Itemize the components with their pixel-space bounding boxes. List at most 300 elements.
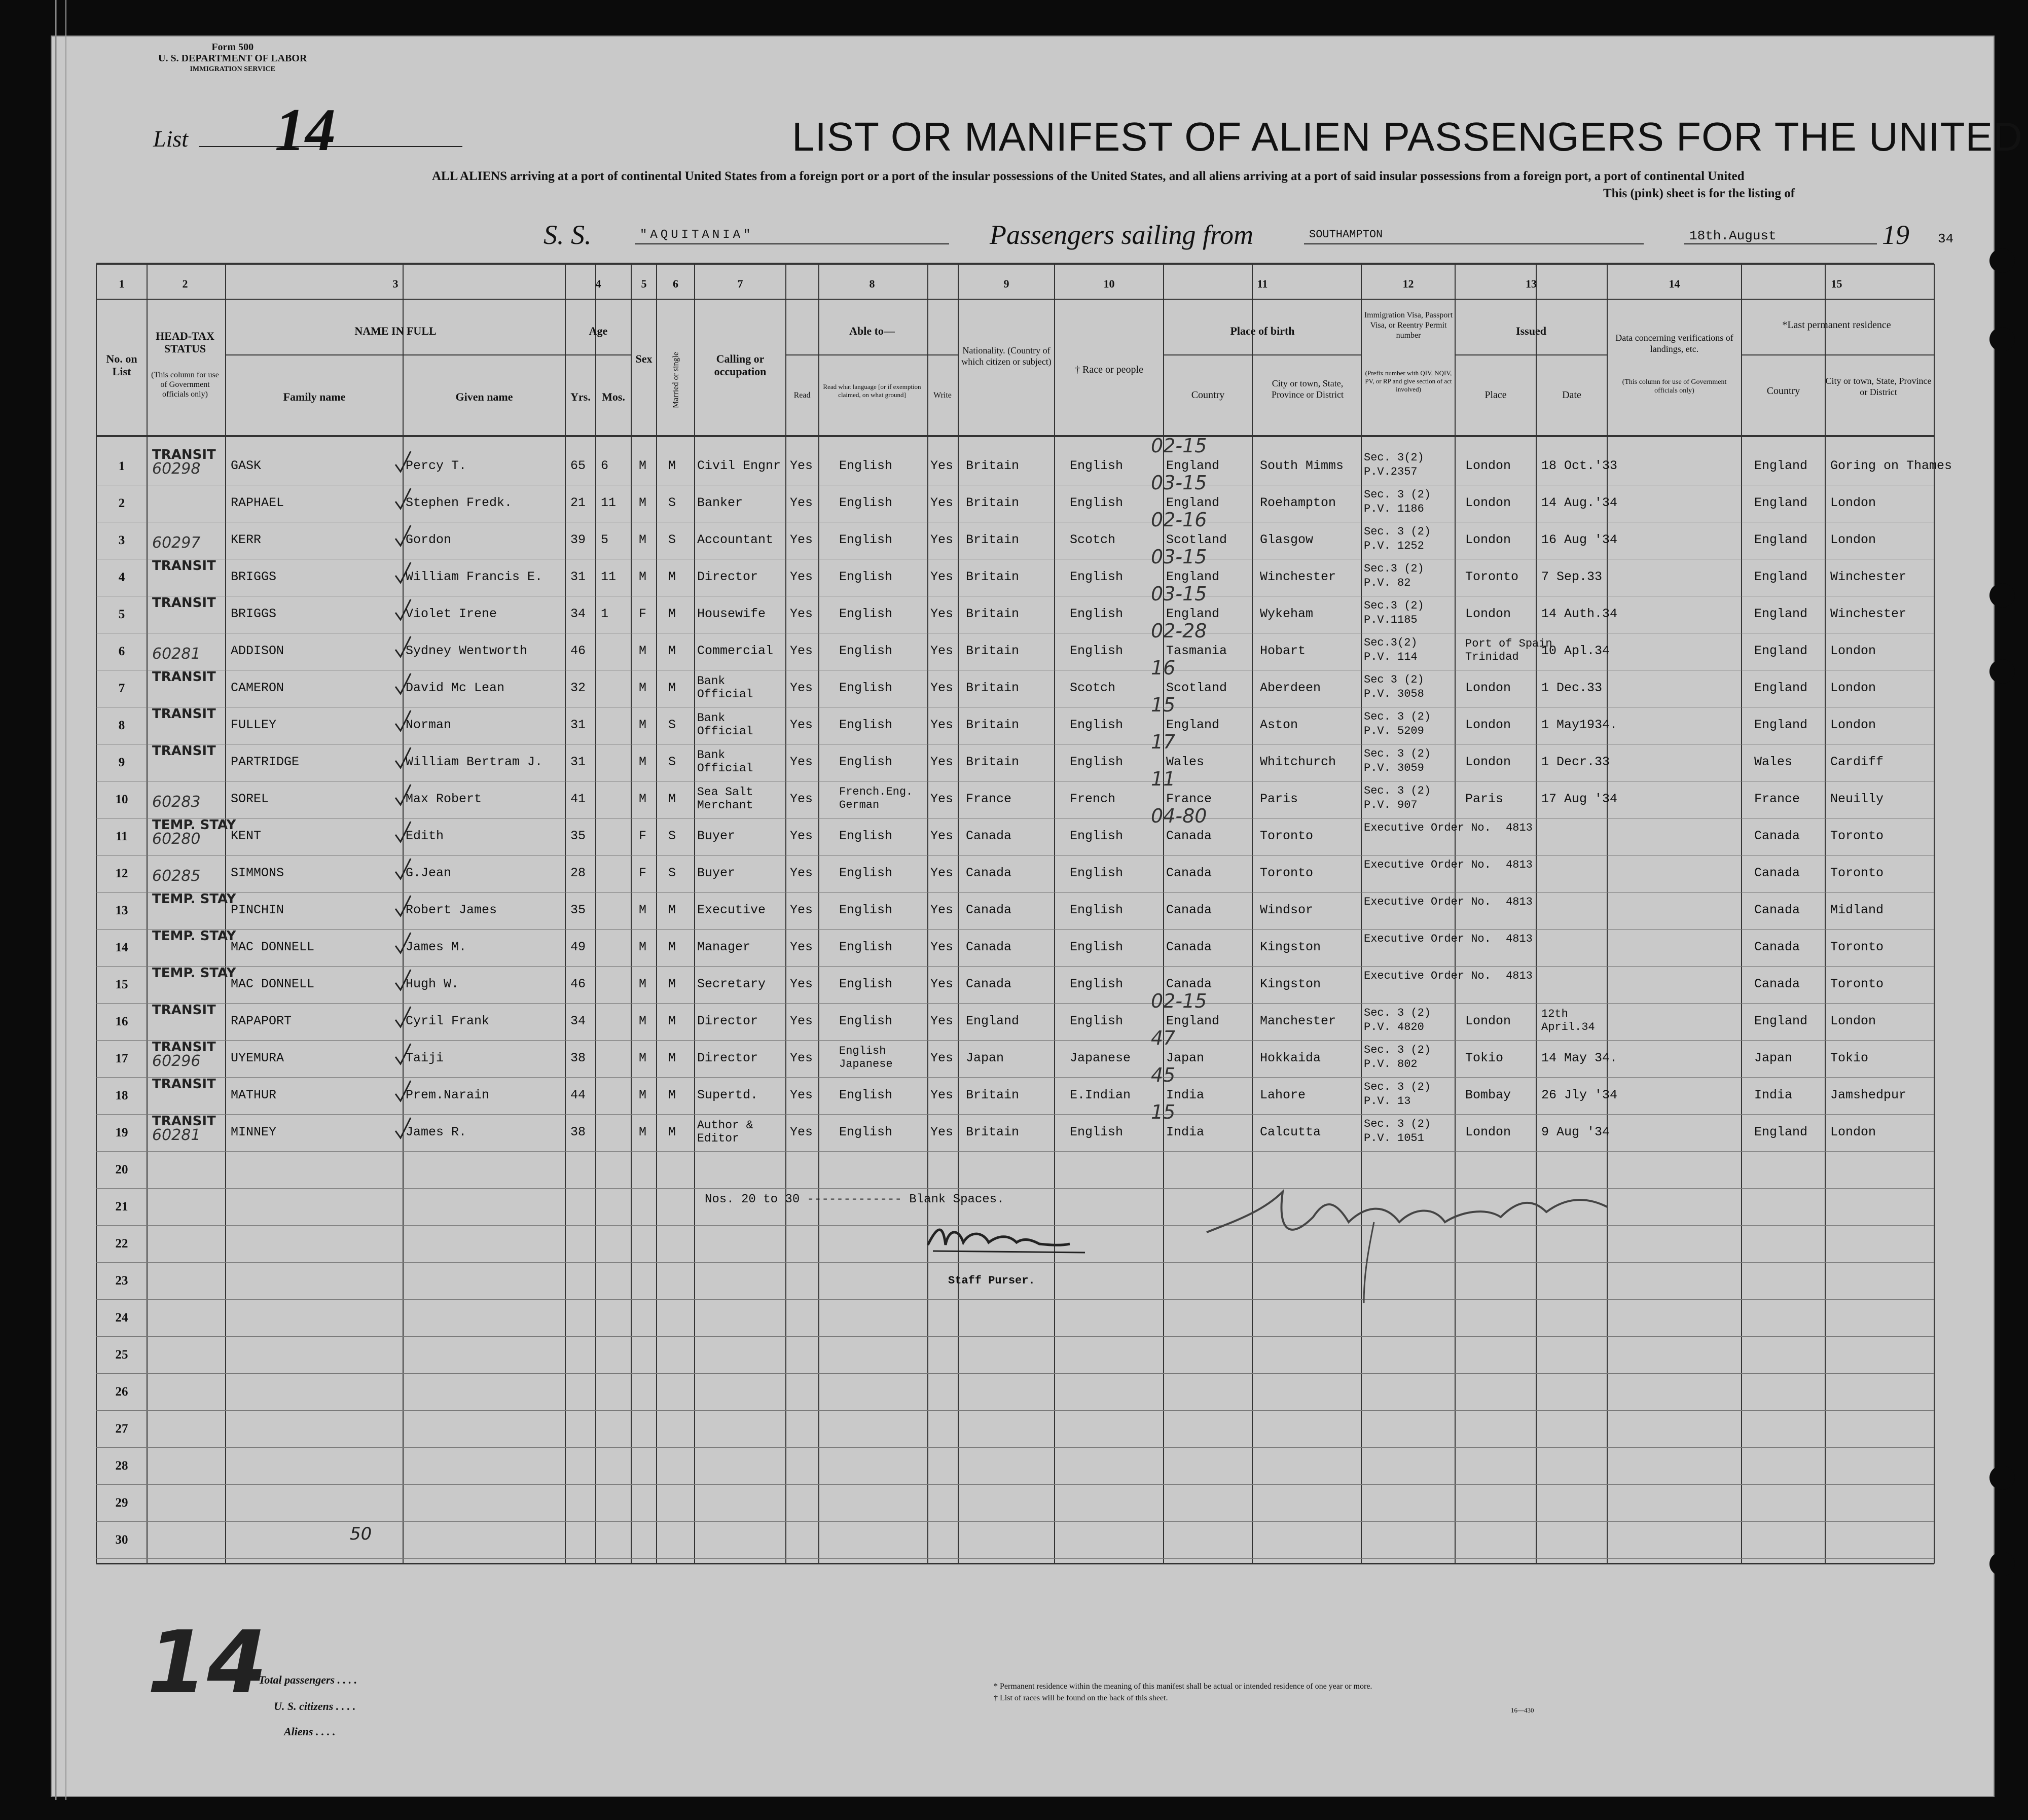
cell-issued-date: 14 Aug.'34 xyxy=(1541,495,1618,510)
cell-family: RAPAPORT xyxy=(231,1014,292,1028)
head-tax-status: TRANSIT xyxy=(152,743,216,759)
cell-language: English xyxy=(839,718,893,732)
cell-family: UYEMURA xyxy=(231,1051,284,1065)
cell-issued-place: Bombay xyxy=(1465,1088,1511,1102)
handwritten-mark: 02-16 xyxy=(1151,509,1207,531)
cell-visa: Sec. 3 (2) xyxy=(1364,1044,1431,1056)
cell-res-country: India xyxy=(1754,1088,1793,1102)
cell-calling: Director xyxy=(697,569,758,584)
head-tax-code: 60281 xyxy=(152,1126,201,1144)
cell-given: Stephen Fredk. xyxy=(406,495,513,510)
sailing-label: Passengers sailing from xyxy=(990,220,1254,250)
colnum-13: 13 xyxy=(1526,277,1537,290)
cell-res-city: Winchester xyxy=(1830,606,1907,621)
cell-res-city: Tokio xyxy=(1830,1051,1869,1065)
cell-birth-city: Windsor xyxy=(1260,903,1314,917)
cell-write: Yes xyxy=(930,940,954,954)
cell-res-city: Neuilly xyxy=(1830,792,1884,806)
cell-read: Yes xyxy=(790,1088,813,1102)
handwritten-mark: 03-15 xyxy=(1151,546,1207,568)
cell-res-city: Toronto xyxy=(1830,829,1884,843)
hdr-write: Write xyxy=(933,391,952,400)
cell-read: Yes xyxy=(790,606,813,621)
head-tax-status: TRANSIT xyxy=(152,1077,216,1092)
hdr-last-residence: *Last permanent residence xyxy=(1782,319,1891,331)
hdr-issued-place: Place xyxy=(1484,389,1507,401)
hdr-verification-note: (This column for use of Government officials only) xyxy=(1622,378,1727,395)
cell-race: English xyxy=(1070,718,1124,732)
cell-visa-number: P.V. 802 xyxy=(1364,1058,1418,1070)
cell-mos: 11 xyxy=(601,569,617,584)
cell-language: English xyxy=(839,458,893,473)
cell-write: Yes xyxy=(930,495,954,510)
cell-country: Canada xyxy=(1166,903,1212,917)
hdr-visa: Immigration Visa, Passport Visa, or Reentry Permit number xyxy=(1364,311,1453,340)
binding-hole xyxy=(1989,583,2015,608)
cell-language: English xyxy=(839,1125,893,1139)
cell-issued-place: London xyxy=(1465,495,1511,510)
cell-mos: 1 xyxy=(601,606,609,621)
row-number: 28 xyxy=(115,1459,128,1473)
cell-issued-place: Trinidad xyxy=(1465,651,1519,663)
row-number: 14 xyxy=(115,941,128,954)
cell-res-city: London xyxy=(1830,1014,1876,1028)
cell-family: ADDISON xyxy=(231,644,284,658)
cell-issued-place: London xyxy=(1465,755,1511,769)
cell-write: Yes xyxy=(930,977,954,991)
cell-issued-date: 26 Jly '34 xyxy=(1541,1088,1618,1102)
cell-mos: 6 xyxy=(601,458,609,473)
cell-given: Sydney Wentworth xyxy=(406,644,528,658)
colnum-11: 11 xyxy=(1257,277,1268,290)
cell-given: Percy T. xyxy=(406,458,467,473)
cell-race: English xyxy=(1070,755,1124,769)
cell-language: English xyxy=(839,755,893,769)
cell-sex: M xyxy=(639,644,647,658)
cell-yrs: 21 xyxy=(570,495,586,510)
purser-title: Staff Purser. xyxy=(948,1274,1035,1287)
cell-language: English xyxy=(839,1014,893,1028)
head-tax-code: 60297 xyxy=(152,534,201,552)
cell-race: English xyxy=(1070,606,1124,621)
handwritten-mark: 15 xyxy=(1151,694,1176,716)
cell-family: BRIGGS xyxy=(231,606,277,621)
cell-ms: S xyxy=(668,718,676,732)
hdr-race: † Race or people xyxy=(1075,364,1143,375)
row-number: 9 xyxy=(118,756,125,769)
hdr-head-tax-note: (This column for use of Government officials only) xyxy=(151,371,219,399)
cell-given: William Bertram J. xyxy=(406,755,543,769)
cell-calling: Accountant xyxy=(697,532,774,547)
cell-yrs: 28 xyxy=(570,866,586,880)
manifest-subtitle-2: This (pink) sheet is for the listing of xyxy=(1603,187,1795,200)
row-number: 26 xyxy=(115,1385,128,1399)
cell-yrs: 65 xyxy=(570,458,586,473)
cell-country: India xyxy=(1166,1088,1205,1102)
cell-calling: Bank xyxy=(697,674,726,688)
cell-nationality: Canada xyxy=(966,903,1012,917)
purser-signature xyxy=(923,1220,1105,1260)
cell-language: English xyxy=(839,606,893,621)
cell-write: Yes xyxy=(930,644,954,658)
cell-birth-city: Toronto xyxy=(1260,866,1314,880)
cell-calling: Bank xyxy=(697,748,726,762)
cell-read: Yes xyxy=(790,755,813,769)
cell-sex: M xyxy=(639,1088,647,1102)
cell-language: English xyxy=(839,903,893,917)
cell-given: Prem.Narain xyxy=(406,1088,490,1102)
cell-birth-city: Kingston xyxy=(1260,940,1321,954)
cell-res-country: France xyxy=(1754,792,1800,806)
cell-res-country: England xyxy=(1754,1014,1808,1028)
cell-visa: Sec. 3 (2) xyxy=(1364,525,1431,538)
cell-yrs: 38 xyxy=(570,1125,586,1139)
cell-birth-city: Wykeham xyxy=(1260,606,1314,621)
port-name: SOUTHAMPTON xyxy=(1309,228,1383,241)
cell-res-city: London xyxy=(1830,718,1876,732)
cell-visa-number: 4813 xyxy=(1506,970,1533,982)
cell-country: Wales xyxy=(1166,755,1205,769)
cell-visa: Executive Order No. xyxy=(1364,859,1491,871)
cell-write: Yes xyxy=(930,792,954,806)
colnum-9: 9 xyxy=(1003,277,1009,290)
cell-race: English xyxy=(1070,495,1124,510)
cell-family: MAC DONNELL xyxy=(231,940,315,954)
cell-birth-city: Glasgow xyxy=(1260,532,1314,547)
cell-calling: Merchant xyxy=(697,799,753,812)
hdr-nationality: Nationality. (Country of which citizen or subject) xyxy=(961,345,1052,367)
cell-nationality: England xyxy=(966,1014,1020,1028)
cell-issued-date: 1 May1934. xyxy=(1541,718,1618,732)
cell-issued-date: 9 Aug '34 xyxy=(1541,1125,1610,1139)
cell-race: Japanese xyxy=(1070,1051,1131,1065)
cell-language: English xyxy=(839,681,893,695)
cell-visa-number: P.V. 1051 xyxy=(1364,1132,1424,1145)
cell-write: Yes xyxy=(930,1051,954,1065)
cell-res-city: Toronto xyxy=(1830,866,1884,880)
cell-nationality: Japan xyxy=(966,1051,1004,1065)
cell-sex: M xyxy=(639,1051,647,1065)
row-number: 11 xyxy=(116,830,128,843)
cell-visa: Sec. 3 (2) xyxy=(1364,1081,1431,1093)
cell-nationality: Britain xyxy=(966,755,1020,769)
cell-country: Scotland xyxy=(1166,681,1227,695)
cell-birth-city: Manchester xyxy=(1260,1014,1336,1028)
cell-family: PARTRIDGE xyxy=(231,755,300,769)
cell-sex: M xyxy=(639,940,647,954)
cell-race: English xyxy=(1070,1125,1124,1139)
cell-birth-city: Lahore xyxy=(1260,1088,1306,1102)
head-tax-status: TEMP. STAY xyxy=(152,966,236,981)
cell-yrs: 41 xyxy=(570,792,586,806)
cell-write: Yes xyxy=(930,1088,954,1102)
cell-yrs: 44 xyxy=(570,1088,586,1102)
cell-race: English xyxy=(1070,977,1124,991)
cell-ms: S xyxy=(668,495,676,510)
year-prefix: 19 xyxy=(1882,220,1909,250)
handwritten-mark: 16 xyxy=(1151,657,1176,679)
cell-visa-number: P.V.2357 xyxy=(1364,466,1418,478)
cell-visa: Executive Order No. xyxy=(1364,896,1491,908)
cell-country: England xyxy=(1166,606,1220,621)
cell-yrs: 35 xyxy=(570,829,586,843)
handwritten-mark: 45 xyxy=(1151,1064,1176,1086)
row-number: 2 xyxy=(118,496,125,510)
cell-read: Yes xyxy=(790,718,813,732)
cell-calling: Banker xyxy=(697,495,743,510)
cell-family: PINCHIN xyxy=(231,903,284,917)
row-number: 12 xyxy=(115,867,128,880)
cell-country: England xyxy=(1166,569,1220,584)
handwritten-mark: 02-28 xyxy=(1151,620,1207,642)
row-number: 24 xyxy=(115,1311,128,1325)
hdr-married: Married or single xyxy=(671,351,680,409)
cell-race: Scotch xyxy=(1070,532,1116,547)
cell-res-country: England xyxy=(1754,681,1808,695)
row-number: 8 xyxy=(118,719,125,732)
cell-issued-date: 7 Sep.33 xyxy=(1541,569,1603,584)
binding-hole xyxy=(1989,659,2015,684)
cell-language: English xyxy=(839,532,893,547)
row-number: 15 xyxy=(115,978,128,991)
department-label: U. S. DEPARTMENT OF LABOR xyxy=(158,53,307,64)
cell-sex: M xyxy=(639,977,647,991)
cell-visa: Sec 3 (2) xyxy=(1364,673,1424,686)
cell-nationality: Britain xyxy=(966,458,1020,473)
hdr-mos: Mos. xyxy=(602,390,625,403)
cell-visa: Sec. 3 (2) xyxy=(1364,1007,1431,1019)
cell-visa: Sec. 3 (2) xyxy=(1364,710,1431,723)
cell-read: Yes xyxy=(790,644,813,658)
cell-res-country: Canada xyxy=(1754,977,1800,991)
row-number: 10 xyxy=(115,793,128,806)
cell-family: RAPHAEL xyxy=(231,495,284,510)
cell-given: G.Jean xyxy=(406,866,452,880)
cell-birth-city: Roehampton xyxy=(1260,495,1336,510)
cell-family: SIMMONS xyxy=(231,866,284,880)
cell-country: France xyxy=(1166,792,1212,806)
cell-country: England xyxy=(1166,1014,1220,1028)
cell-write: Yes xyxy=(930,532,954,547)
cell-country: Canada xyxy=(1166,829,1212,843)
sailing-date: 18th.August xyxy=(1689,228,1777,243)
cell-res-city: Jamshedpur xyxy=(1830,1088,1907,1102)
handwritten-mark: 11 xyxy=(1151,768,1176,790)
cell-birth-city: Kingston xyxy=(1260,977,1321,991)
cell-res-country: Canada xyxy=(1754,940,1800,954)
cell-family: SOREL xyxy=(231,792,269,806)
cell-country: Canada xyxy=(1166,866,1212,880)
cell-nationality: Britain xyxy=(966,1125,1020,1139)
cell-calling: Executive xyxy=(697,903,766,917)
cell-calling: Official xyxy=(697,762,753,775)
cell-visa-number: P.V. 5209 xyxy=(1364,725,1424,737)
cell-res-city: London xyxy=(1830,681,1876,695)
cell-res-city: Midland xyxy=(1830,903,1884,917)
cell-read: Yes xyxy=(790,977,813,991)
us-citizens-label: U. S. citizens . . . . xyxy=(274,1700,356,1712)
cell-nationality: Canada xyxy=(966,829,1012,843)
cell-res-country: Canada xyxy=(1754,903,1800,917)
cell-visa: Sec. 3(2) xyxy=(1364,451,1424,464)
cell-visa-number: P.V. 114 xyxy=(1364,651,1418,663)
cell-issued-place: Toronto xyxy=(1465,569,1519,584)
hdr-age: Age xyxy=(589,325,608,337)
cell-res-city: London xyxy=(1830,532,1876,547)
cell-calling: Manager xyxy=(697,940,751,954)
hdr-issued-date: Date xyxy=(1562,389,1581,401)
cell-yrs: 46 xyxy=(570,644,586,658)
cell-ms: S xyxy=(668,866,676,880)
head-tax-code: 60298 xyxy=(152,460,201,478)
head-tax-status: TRANSIT xyxy=(152,669,216,685)
colnum-6: 6 xyxy=(673,277,678,290)
cell-language: English xyxy=(839,940,893,954)
hdr-verification: Data concerning verifications of landings, etc. xyxy=(1615,333,1733,354)
cell-calling: Author & xyxy=(697,1119,753,1132)
hdr-yrs: Yrs. xyxy=(570,390,591,403)
ss-label: S. S. xyxy=(544,220,592,250)
row-number: 25 xyxy=(115,1348,128,1362)
cell-birth-city: Aston xyxy=(1260,718,1298,732)
cell-issued-date: 14 Auth.34 xyxy=(1541,606,1618,621)
cell-yrs: 46 xyxy=(570,977,586,991)
cell-sex: M xyxy=(639,569,647,584)
head-tax-code: 60281 xyxy=(152,645,201,663)
cell-visa: Executive Order No. xyxy=(1364,822,1491,834)
cell-issued-date: 10 Apl.34 xyxy=(1541,644,1610,658)
cell-write: Yes xyxy=(930,755,954,769)
cell-sex: M xyxy=(639,755,647,769)
cell-res-country: England xyxy=(1754,718,1808,732)
colnum-4: 4 xyxy=(595,277,601,290)
cell-calling: Housewife xyxy=(697,606,766,621)
cell-ms: M xyxy=(668,940,676,954)
cell-given: Robert James xyxy=(406,903,497,917)
aliens-label: Aliens . . . . xyxy=(284,1725,336,1738)
cell-ms: M xyxy=(668,977,676,991)
cell-visa: Sec. 3 (2) xyxy=(1364,784,1431,797)
cell-issued-place: London xyxy=(1465,532,1511,547)
cell-issued-place: London xyxy=(1465,681,1511,695)
form-code: 16—430 xyxy=(1511,1706,1534,1714)
cell-yrs: 34 xyxy=(570,606,586,621)
cell-given: David Mc Lean xyxy=(406,681,505,695)
cell-visa-number: P.V. 1252 xyxy=(1364,540,1424,552)
cell-yrs: 49 xyxy=(570,940,586,954)
hdr-head-tax: HEAD-TAX STATUS xyxy=(156,330,214,355)
colnum-10: 10 xyxy=(1103,277,1115,290)
row-number: 27 xyxy=(115,1422,128,1436)
cell-read: Yes xyxy=(790,532,813,547)
cell-read: Yes xyxy=(790,866,813,880)
cell-language: English xyxy=(839,1088,893,1102)
cell-read: Yes xyxy=(790,1051,813,1065)
head-tax-status: TEMP. STAY xyxy=(152,929,236,944)
cell-race: English xyxy=(1070,644,1124,658)
cell-family: BRIGGS xyxy=(231,569,277,584)
cell-calling: Director xyxy=(697,1014,758,1028)
handwritten-mark: 02-15 xyxy=(1151,435,1207,457)
cell-visa-number: P.V. 82 xyxy=(1364,577,1411,589)
cell-read: Yes xyxy=(790,1014,813,1028)
cell-visa-number: 4813 xyxy=(1506,859,1533,871)
hdr-name-in-full: NAME IN FULL xyxy=(354,325,437,337)
cell-given: James R. xyxy=(406,1125,467,1139)
cell-yrs: 39 xyxy=(570,532,586,547)
cell-issued-date: 1 Dec.33 xyxy=(1541,681,1603,695)
head-tax-status: TEMP. STAY xyxy=(152,891,236,907)
cell-nationality: Britain xyxy=(966,569,1020,584)
row-number: 19 xyxy=(115,1126,128,1139)
total-passengers-label: Total passengers . . . . xyxy=(259,1673,357,1686)
cell-given: James M. xyxy=(406,940,467,954)
cell-nationality: Britain xyxy=(966,1088,1020,1102)
cell-write: Yes xyxy=(930,829,954,843)
cell-nationality: Britain xyxy=(966,718,1020,732)
cell-nationality: Canada xyxy=(966,977,1012,991)
cell-nationality: Britain xyxy=(966,606,1020,621)
cell-write: Yes xyxy=(930,1014,954,1028)
cell-race: Scotch xyxy=(1070,681,1116,695)
cell-race: French xyxy=(1070,792,1116,806)
cell-birth-city: Paris xyxy=(1260,792,1298,806)
cell-res-country: England xyxy=(1754,644,1808,658)
cell-mos: 5 xyxy=(601,532,609,547)
cell-res-city: Goring on Thames xyxy=(1830,458,1952,473)
cell-family: MINNEY xyxy=(231,1125,277,1139)
cell-calling: Bank xyxy=(697,711,726,725)
cell-race: English xyxy=(1070,829,1124,843)
head-tax-status: TEMP. STAY xyxy=(152,817,236,833)
service-label: IMMIGRATION SERVICE xyxy=(190,65,275,73)
cell-sex: M xyxy=(639,532,647,547)
ship-name: "AQUITANIA" xyxy=(640,228,754,242)
inspector-signature xyxy=(1202,1166,1633,1308)
cell-read: Yes xyxy=(790,829,813,843)
cell-language: French.Eng. xyxy=(839,786,913,798)
cell-res-city: Toronto xyxy=(1830,977,1884,991)
row-number: 22 xyxy=(115,1237,128,1251)
cell-given: Violet Irene xyxy=(406,606,497,621)
cell-family: KENT xyxy=(231,829,262,843)
row-number: 1 xyxy=(118,459,125,473)
cell-write: Yes xyxy=(930,606,954,621)
cell-birth-city: Whitchurch xyxy=(1260,755,1336,769)
cell-birth-city: Hokkaida xyxy=(1260,1051,1321,1065)
cell-visa: Executive Order No. xyxy=(1364,970,1491,982)
hdr-calling: Calling or occupation xyxy=(714,352,767,378)
cell-country: Tasmania xyxy=(1166,644,1227,658)
hdr-birth-city: City or town, State, Province or District xyxy=(1272,378,1344,400)
hdr-sex: Sex xyxy=(635,352,653,365)
cell-sex: F xyxy=(639,866,647,880)
cell-calling: Secretary xyxy=(697,977,766,991)
cell-issued-date: 17 Aug '34 xyxy=(1541,792,1618,806)
cell-visa: Sec. 3 (2) xyxy=(1364,1118,1431,1130)
cell-issued-place: Paris xyxy=(1465,792,1504,806)
cell-issued-date: April.34 xyxy=(1541,1021,1595,1033)
hdr-able-to: Able to— xyxy=(849,325,895,337)
cell-sex: M xyxy=(639,681,647,695)
colnum-12: 12 xyxy=(1402,277,1414,290)
cell-visa-number: P.V. 3059 xyxy=(1364,762,1424,774)
hdr-birth-country: Country xyxy=(1191,389,1225,401)
row-number: 20 xyxy=(115,1163,128,1176)
binding-hole xyxy=(1989,327,2015,351)
list-label: List xyxy=(153,126,189,152)
cell-given: Gordon xyxy=(406,532,452,547)
